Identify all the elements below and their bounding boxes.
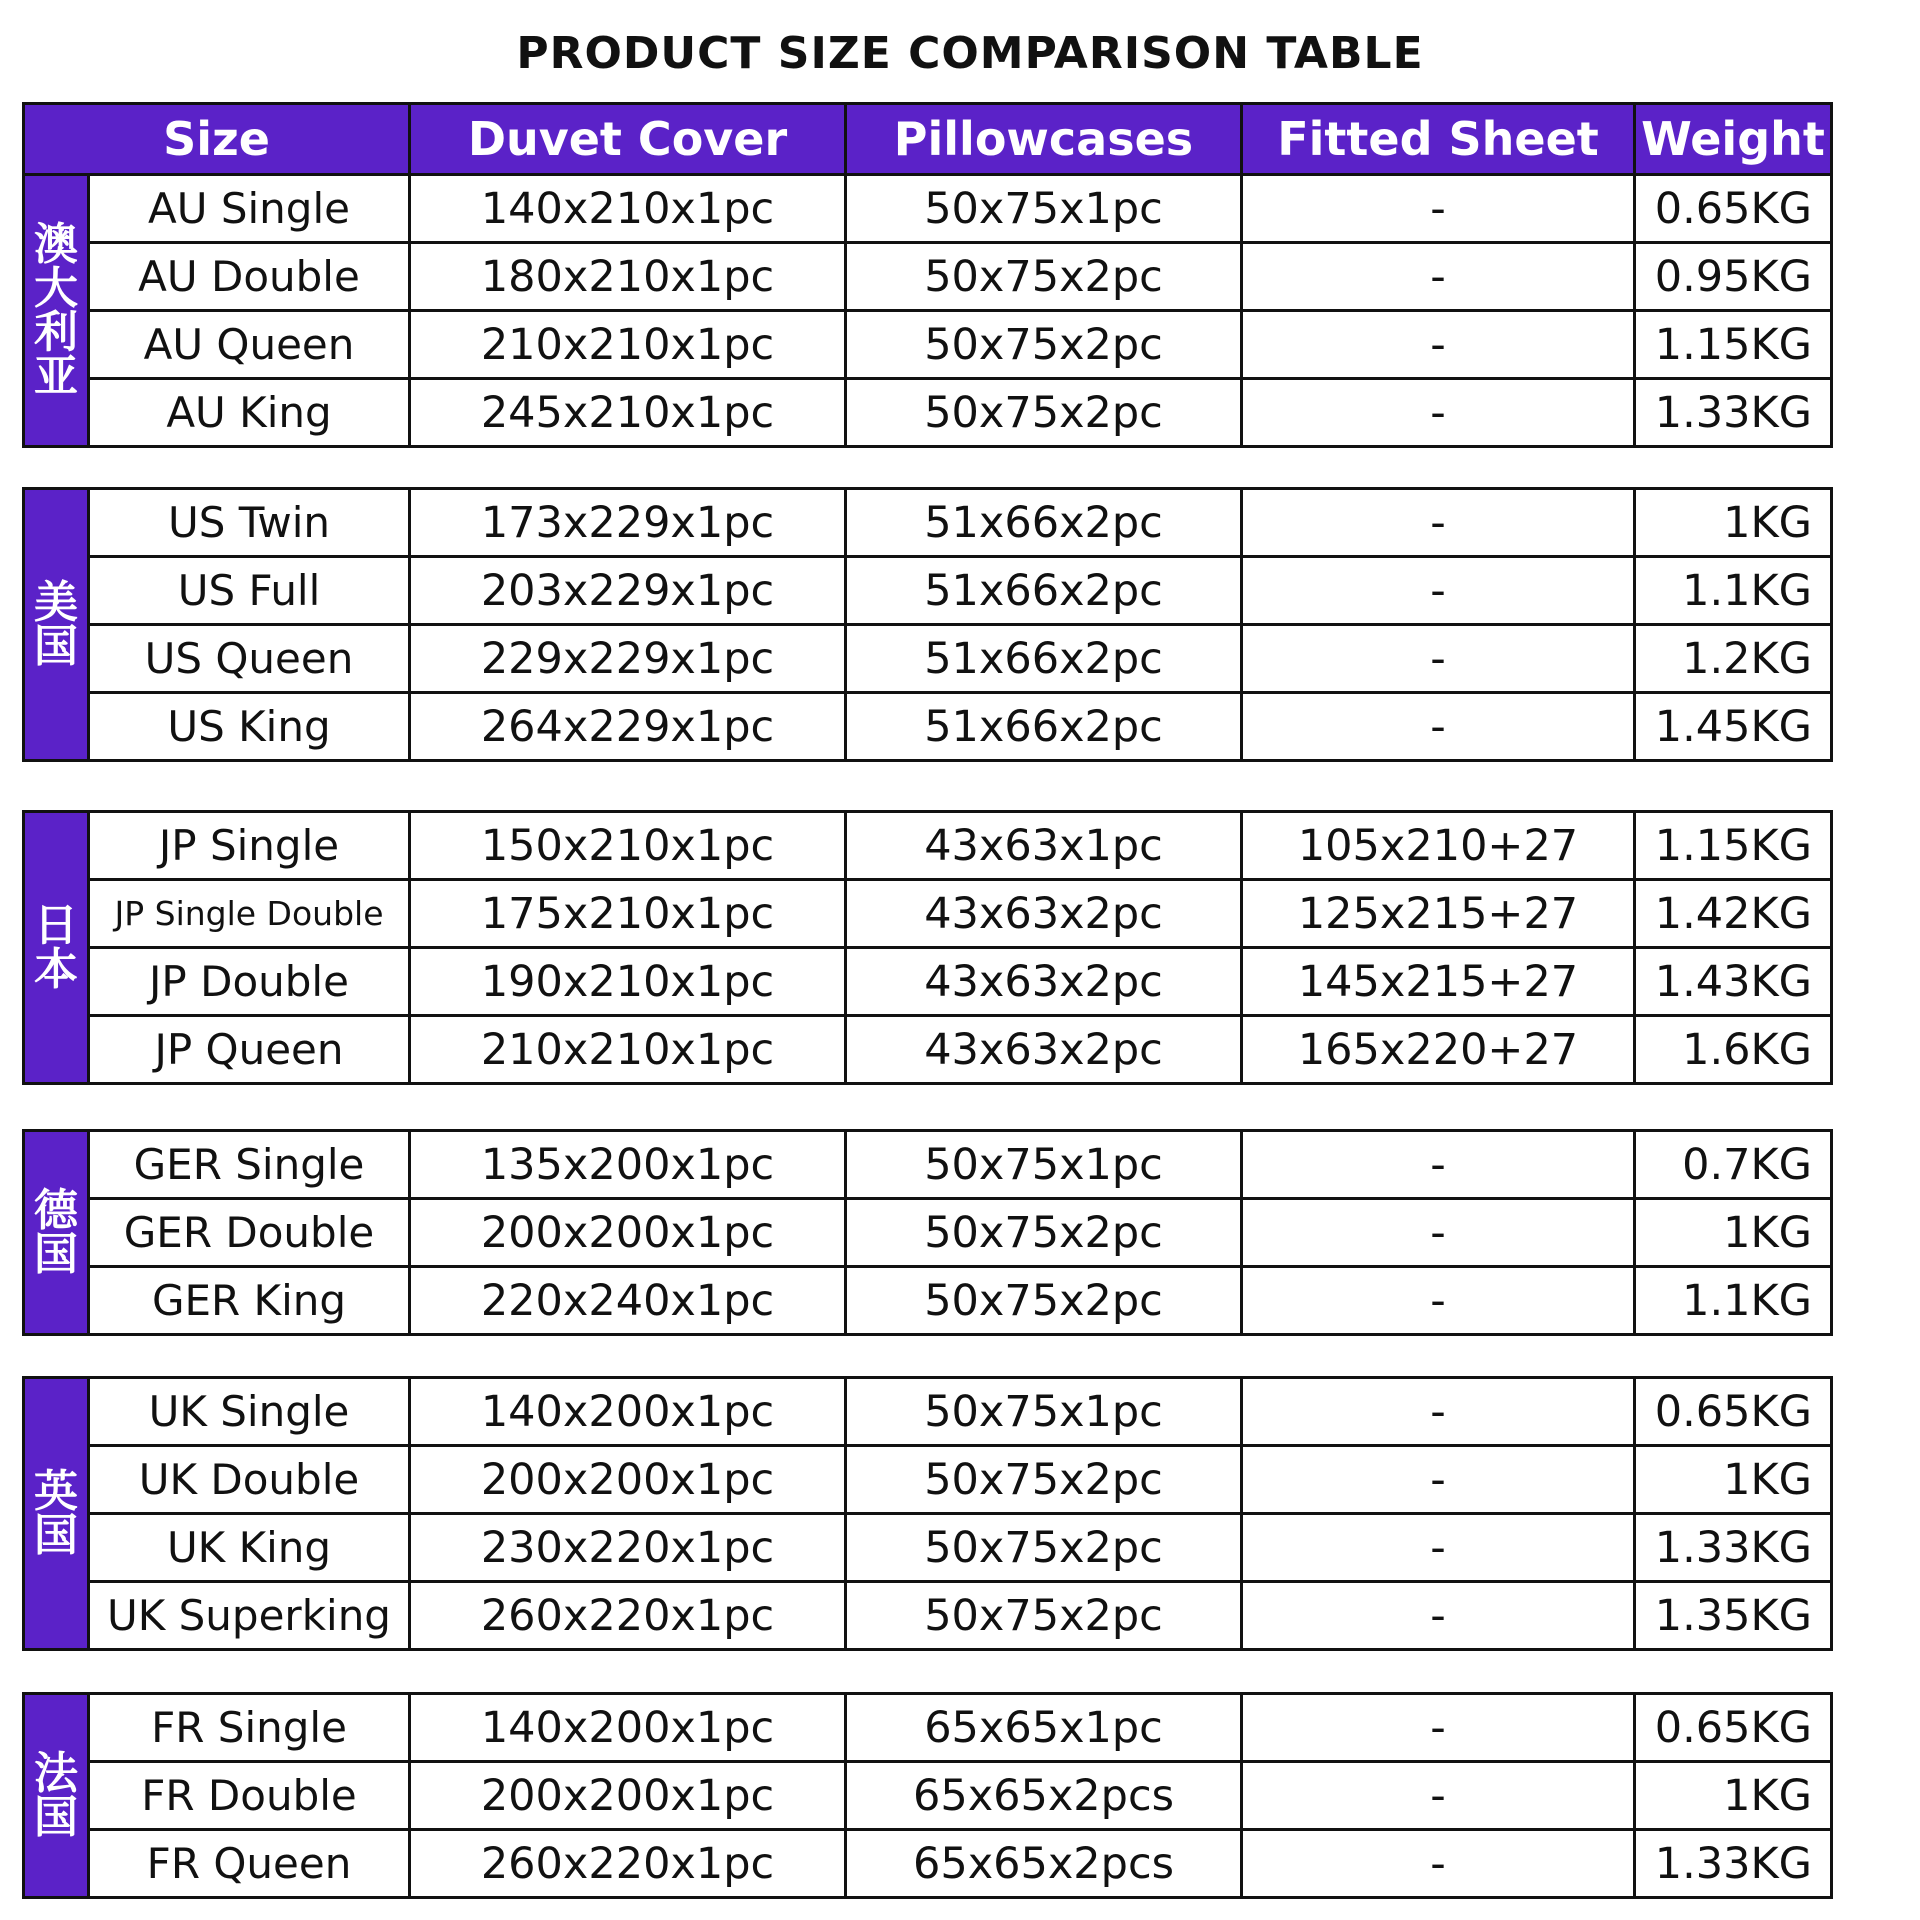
fitted-cell: -: [1242, 625, 1635, 693]
size-table-ger: [22, 1129, 1833, 1336]
fitted-cell: -: [1242, 557, 1635, 625]
fitted-cell: 125x215+27: [1242, 880, 1635, 948]
weight-cell: 1KG: [1635, 1762, 1832, 1830]
size-cell: FR Queen: [89, 1830, 410, 1898]
table-row: [24, 1267, 1832, 1335]
size-cell: JP Queen: [89, 1016, 410, 1084]
size-cell: JP Single Double: [89, 880, 410, 948]
duvet-cell: 260x220x1pc: [410, 1830, 846, 1898]
size-cell: GER King: [89, 1267, 410, 1335]
fitted-cell: -: [1242, 379, 1635, 447]
pillow-cell: 65x65x2pcs: [846, 1830, 1242, 1898]
duvet-cell: 210x210x1pc: [410, 1016, 846, 1084]
size-cell: UK King: [89, 1514, 410, 1582]
size-table-us: [22, 487, 1833, 762]
duvet-cell: 230x220x1pc: [410, 1514, 846, 1582]
size-cell: GER Double: [89, 1199, 410, 1267]
weight-cell: 1.33KG: [1635, 379, 1832, 447]
size-cell: UK Single: [89, 1378, 410, 1446]
fitted-cell: -: [1242, 175, 1635, 243]
fitted-cell: 165x220+27: [1242, 1016, 1635, 1084]
header-weight: Weight: [1635, 104, 1832, 175]
duvet-cell: 200x200x1pc: [410, 1199, 846, 1267]
region-label: 英 国: [24, 1378, 89, 1650]
fitted-cell: -: [1242, 1267, 1635, 1335]
table-row: [24, 1514, 1832, 1582]
region-label: 法 国: [24, 1694, 89, 1898]
size-cell: FR Single: [89, 1694, 410, 1762]
table-row: [24, 489, 1832, 557]
size-cell: AU Single: [89, 175, 410, 243]
size-cell: UK Superking: [89, 1582, 410, 1650]
weight-cell: 0.95KG: [1635, 243, 1832, 311]
size-cell: AU King: [89, 379, 410, 447]
table-row: [24, 243, 1832, 311]
duvet-cell: 140x200x1pc: [410, 1378, 846, 1446]
table-header-row: [24, 104, 1832, 175]
fitted-cell: -: [1242, 1582, 1635, 1650]
table-row: [24, 1199, 1832, 1267]
pillow-cell: 50x75x2pc: [846, 243, 1242, 311]
duvet-cell: 150x210x1pc: [410, 812, 846, 880]
table-row: [24, 1016, 1832, 1084]
size-cell: US Twin: [89, 489, 410, 557]
fitted-cell: -: [1242, 243, 1635, 311]
size-table-jp: [22, 810, 1833, 1085]
table-row: [24, 812, 1832, 880]
duvet-cell: 175x210x1pc: [410, 880, 846, 948]
pillow-cell: 50x75x1pc: [846, 1131, 1242, 1199]
fitted-cell: -: [1242, 1762, 1635, 1830]
fitted-cell: 105x210+27: [1242, 812, 1635, 880]
table-row: [24, 1131, 1832, 1199]
fitted-cell: -: [1242, 1378, 1635, 1446]
size-cell: JP Double: [89, 948, 410, 1016]
duvet-cell: 229x229x1pc: [410, 625, 846, 693]
page-title: PRODUCT SIZE COMPARISON TABLE: [516, 28, 1424, 79]
weight-cell: 0.7KG: [1635, 1131, 1832, 1199]
duvet-cell: 245x210x1pc: [410, 379, 846, 447]
weight-cell: 1KG: [1635, 489, 1832, 557]
table-row: [24, 379, 1832, 447]
pillow-cell: 51x66x2pc: [846, 489, 1242, 557]
pillow-cell: 50x75x2pc: [846, 311, 1242, 379]
pillow-cell: 50x75x2pc: [846, 1446, 1242, 1514]
duvet-cell: 203x229x1pc: [410, 557, 846, 625]
pillow-cell: 50x75x2pc: [846, 1582, 1242, 1650]
table-row: [24, 1582, 1832, 1650]
fitted-cell: -: [1242, 1514, 1635, 1582]
weight-cell: 1.6KG: [1635, 1016, 1832, 1084]
duvet-cell: 180x210x1pc: [410, 243, 846, 311]
duvet-cell: 135x200x1pc: [410, 1131, 846, 1199]
weight-cell: 1KG: [1635, 1446, 1832, 1514]
pillow-cell: 43x63x1pc: [846, 812, 1242, 880]
fitted-cell: 145x215+27: [1242, 948, 1635, 1016]
region-label: 德 国: [24, 1131, 89, 1335]
weight-cell: 1.1KG: [1635, 557, 1832, 625]
weight-cell: 1.33KG: [1635, 1830, 1832, 1898]
fitted-cell: -: [1242, 693, 1635, 761]
size-cell: UK Double: [89, 1446, 410, 1514]
header-fitted-sheet: Fitted Sheet: [1242, 104, 1635, 175]
table-row: [24, 880, 1832, 948]
fitted-cell: -: [1242, 1694, 1635, 1762]
weight-cell: 1.1KG: [1635, 1267, 1832, 1335]
duvet-cell: 200x200x1pc: [410, 1446, 846, 1514]
table-row: [24, 1378, 1832, 1446]
region-label: 日 本: [24, 812, 89, 1084]
pillow-cell: 65x65x2pcs: [846, 1762, 1242, 1830]
size-cell: AU Queen: [89, 311, 410, 379]
weight-cell: 1.15KG: [1635, 311, 1832, 379]
pillow-cell: 43x63x2pc: [846, 1016, 1242, 1084]
pillow-cell: 50x75x2pc: [846, 1267, 1242, 1335]
header-size: Size: [24, 104, 410, 175]
size-cell: US Queen: [89, 625, 410, 693]
pillow-cell: 51x66x2pc: [846, 693, 1242, 761]
header-duvet-cover: Duvet Cover: [410, 104, 846, 175]
size-cell: FR Double: [89, 1762, 410, 1830]
pillow-cell: 51x66x2pc: [846, 557, 1242, 625]
table-row: [24, 311, 1832, 379]
duvet-cell: 140x200x1pc: [410, 1694, 846, 1762]
weight-cell: 1.43KG: [1635, 948, 1832, 1016]
duvet-cell: 264x229x1pc: [410, 693, 846, 761]
pillow-cell: 65x65x1pc: [846, 1694, 1242, 1762]
pillow-cell: 50x75x2pc: [846, 379, 1242, 447]
size-cell: JP Single: [89, 812, 410, 880]
weight-cell: 1.35KG: [1635, 1582, 1832, 1650]
region-label: 美 国: [24, 489, 89, 761]
pillow-cell: 50x75x2pc: [846, 1199, 1242, 1267]
table-row: [24, 948, 1832, 1016]
weight-cell: 1.42KG: [1635, 880, 1832, 948]
weight-cell: 0.65KG: [1635, 1378, 1832, 1446]
size-cell: GER Single: [89, 1131, 410, 1199]
size-cell: US King: [89, 693, 410, 761]
table-row: [24, 625, 1832, 693]
size-table-au: [22, 102, 1833, 448]
duvet-cell: 210x210x1pc: [410, 311, 846, 379]
pillow-cell: 43x63x2pc: [846, 948, 1242, 1016]
table-row: [24, 693, 1832, 761]
weight-cell: 1.2KG: [1635, 625, 1832, 693]
duvet-cell: 200x200x1pc: [410, 1762, 846, 1830]
region-label: 澳 大 利 亚: [24, 175, 89, 447]
size-table-uk: [22, 1376, 1833, 1651]
fitted-cell: -: [1242, 489, 1635, 557]
pillow-cell: 50x75x2pc: [846, 1514, 1242, 1582]
weight-cell: 1.33KG: [1635, 1514, 1832, 1582]
table-row: [24, 1446, 1832, 1514]
duvet-cell: 173x229x1pc: [410, 489, 846, 557]
fitted-cell: -: [1242, 1199, 1635, 1267]
fitted-cell: -: [1242, 1446, 1635, 1514]
table-row: [24, 1762, 1832, 1830]
table-row: [24, 557, 1832, 625]
pillow-cell: 43x63x2pc: [846, 880, 1242, 948]
duvet-cell: 190x210x1pc: [410, 948, 846, 1016]
weight-cell: 1.45KG: [1635, 693, 1832, 761]
fitted-cell: -: [1242, 1830, 1635, 1898]
header-pillowcases: Pillowcases: [846, 104, 1242, 175]
table-row: [24, 175, 1832, 243]
fitted-cell: -: [1242, 311, 1635, 379]
weight-cell: 0.65KG: [1635, 175, 1832, 243]
duvet-cell: 140x210x1pc: [410, 175, 846, 243]
pillow-cell: 50x75x1pc: [846, 175, 1242, 243]
weight-cell: 1.15KG: [1635, 812, 1832, 880]
duvet-cell: 220x240x1pc: [410, 1267, 846, 1335]
fitted-cell: -: [1242, 1131, 1635, 1199]
pillow-cell: 50x75x1pc: [846, 1378, 1242, 1446]
pillow-cell: 51x66x2pc: [846, 625, 1242, 693]
size-cell: AU Double: [89, 243, 410, 311]
size-table-fr: [22, 1692, 1833, 1899]
weight-cell: 0.65KG: [1635, 1694, 1832, 1762]
duvet-cell: 260x220x1pc: [410, 1582, 846, 1650]
size-cell: US Full: [89, 557, 410, 625]
table-row: [24, 1694, 1832, 1762]
weight-cell: 1KG: [1635, 1199, 1832, 1267]
table-row: [24, 1830, 1832, 1898]
